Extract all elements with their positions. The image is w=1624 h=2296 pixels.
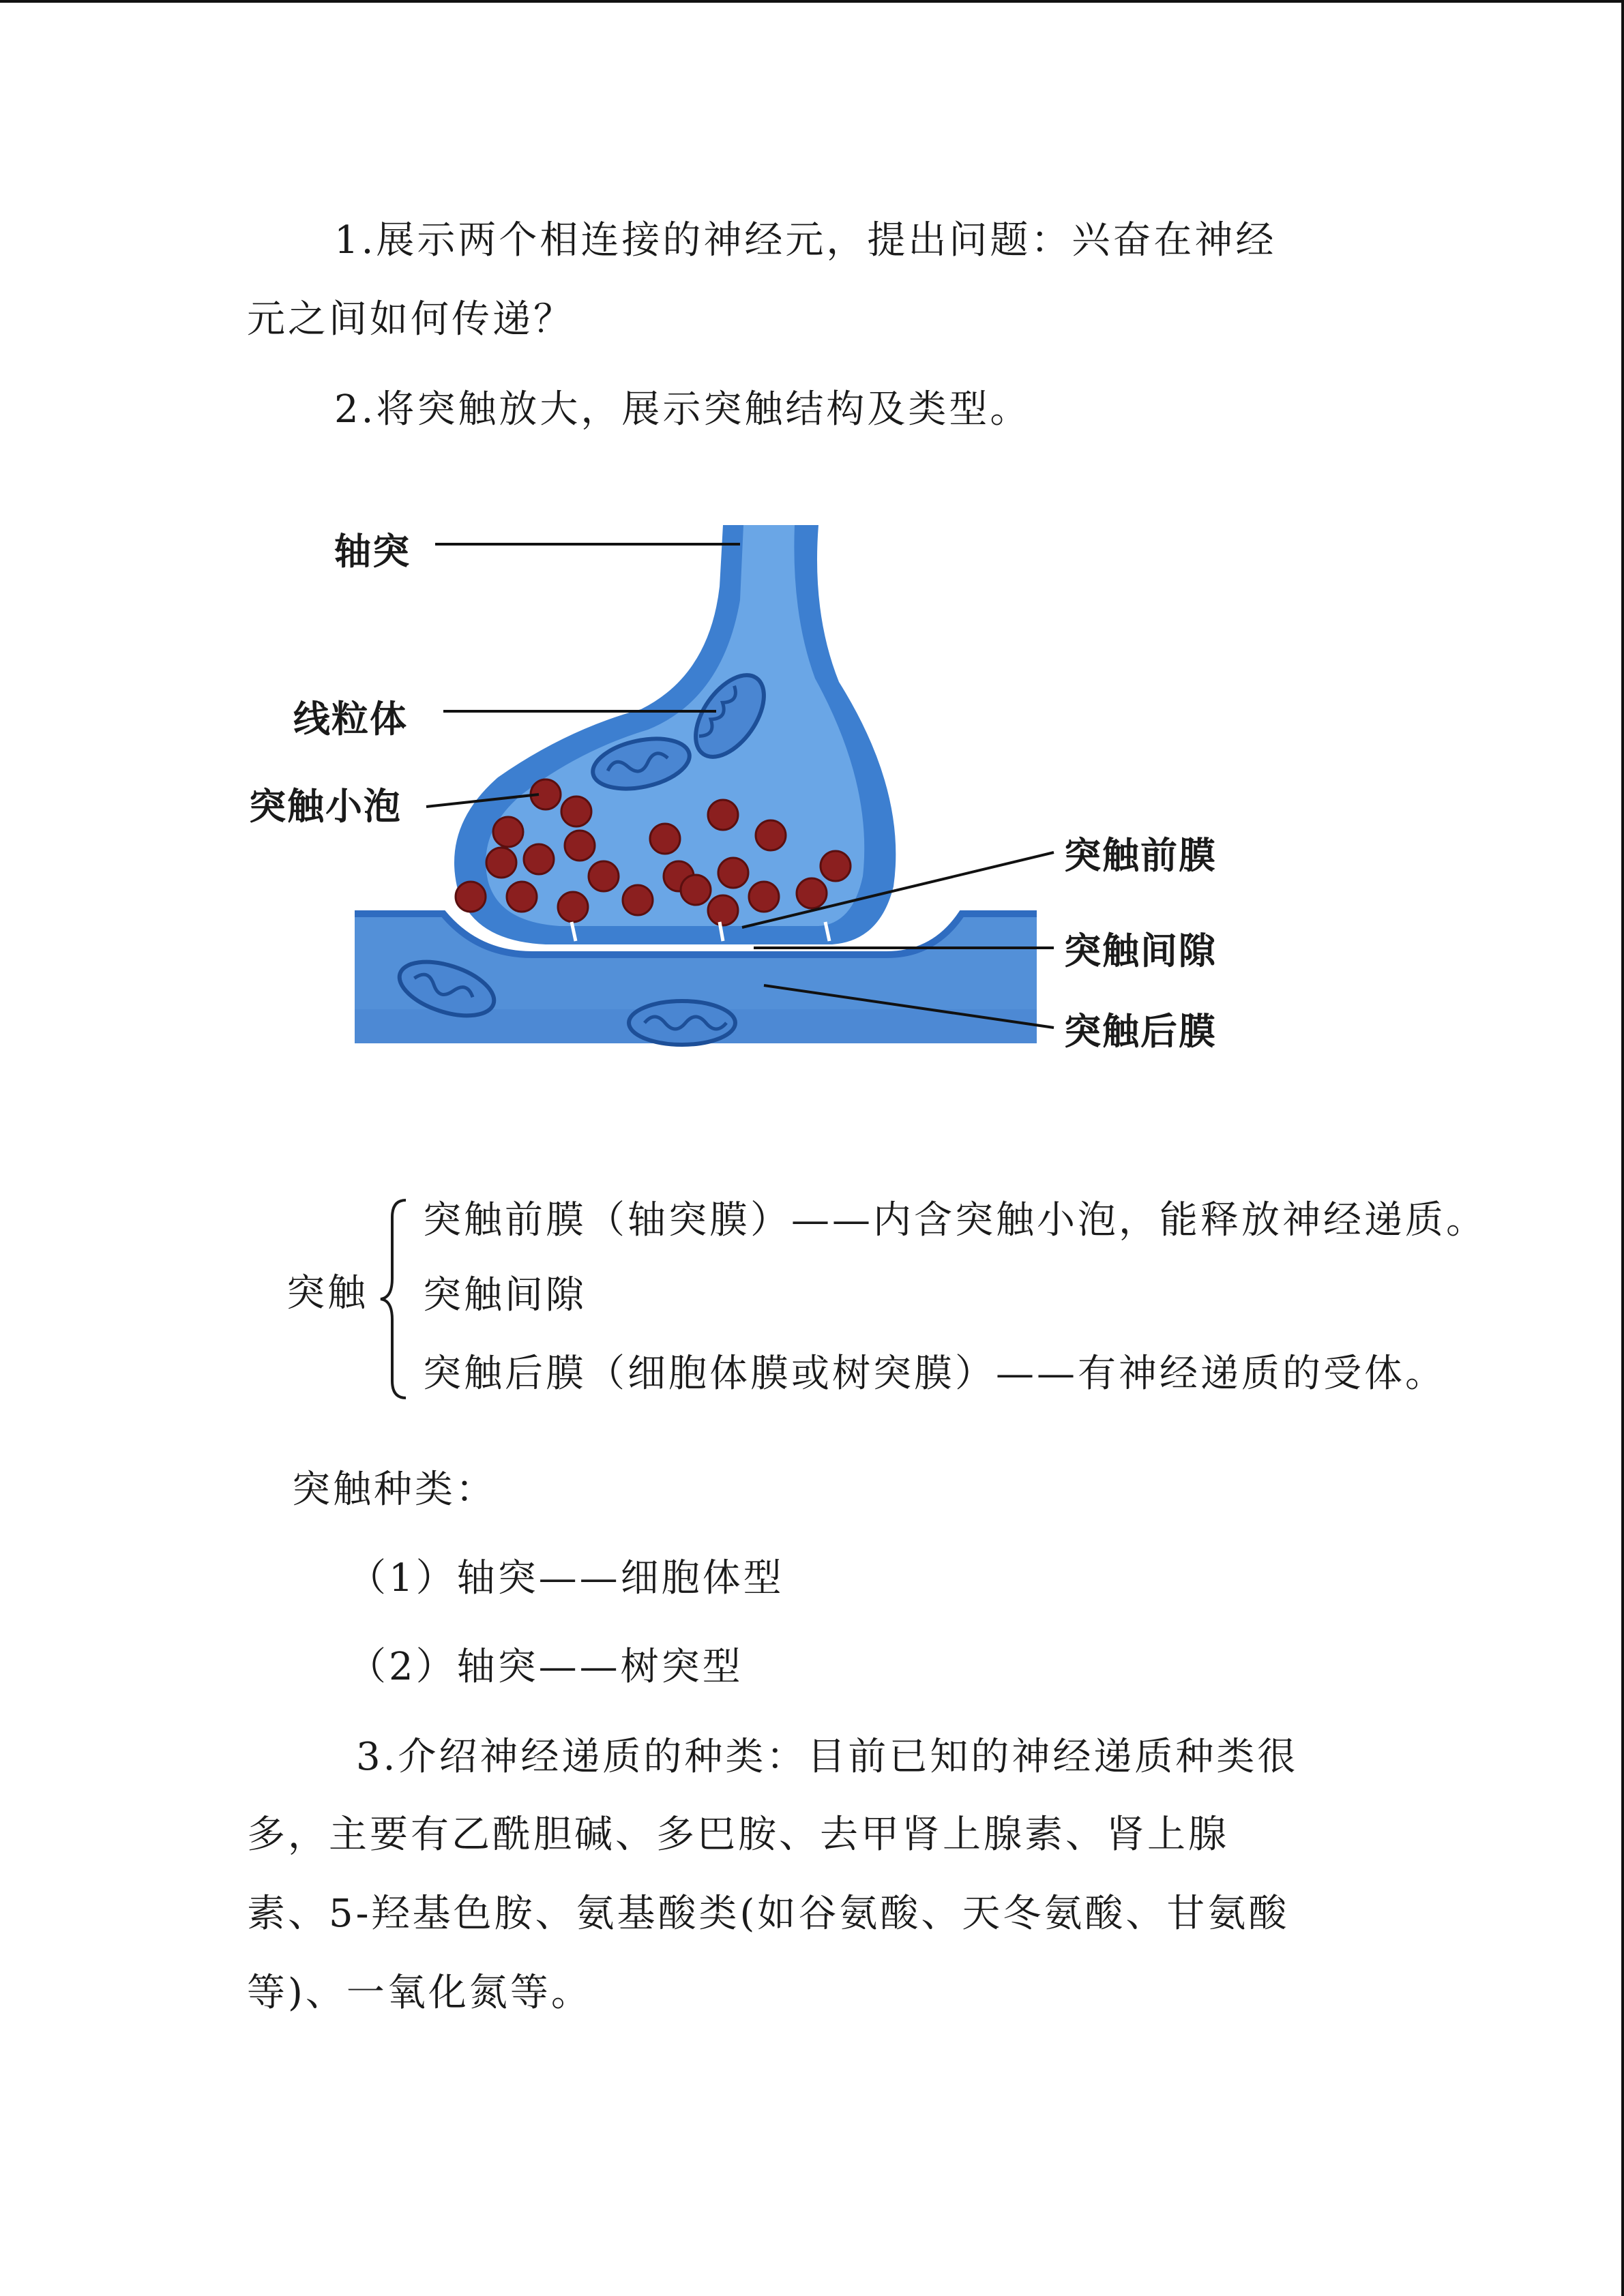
label-presynaptic-membrane: 突触前膜 <box>1064 834 1217 877</box>
paragraph-3-line-1: 3.介绍神经递质的种类：目前已知的神经递质种类很 <box>356 1735 1299 1779</box>
mitochondrion-4 <box>629 1001 735 1045</box>
synapse-types-heading: 突触种类： <box>292 1467 497 1512</box>
brace-root-label: 突触 <box>286 1271 368 1315</box>
page-border-top <box>0 0 1624 3</box>
synapse-structure-summary <box>286 1187 1582 1412</box>
synapse-type-2: （2）轴突——树突型 <box>348 1645 743 1689</box>
paragraph-1-line-2: 元之间如何传递？ <box>247 297 574 342</box>
paragraph-2: 2.将突触放大，展示突触结构及类型。 <box>334 387 1031 432</box>
label-synaptic-vesicle: 突触小泡 <box>249 785 402 828</box>
curly-brace <box>375 1197 416 1401</box>
label-synaptic-cleft: 突触间隙 <box>1064 929 1217 972</box>
summary-item-postsynaptic: 突触后膜（细胞体膜或树突膜）——有神经递质的受体。 <box>423 1352 1446 1396</box>
label-mitochondria: 线粒体 <box>293 698 408 741</box>
paragraph-1-line-1: 1.展示两个相连接的神经元，提出问题：兴奋在神经 <box>334 218 1277 263</box>
label-postsynaptic-membrane: 突触后膜 <box>1064 1010 1217 1053</box>
paragraph-3-line-2: 多，主要有乙酰胆碱、多巴胺、去甲肾上腺素、肾上腺 <box>247 1813 1229 1857</box>
summary-item-presynaptic: 突触前膜（轴突膜）——内含突触小泡，能释放神经递质。 <box>423 1198 1487 1242</box>
page-border-right <box>1621 0 1624 2296</box>
label-axon: 轴突 <box>334 530 411 573</box>
synapse-diagram <box>246 505 1282 1071</box>
summary-item-cleft: 突触间隙 <box>423 1273 587 1317</box>
paragraph-3-line-4: 等)、一氧化氮等。 <box>247 1971 592 2015</box>
synapse-type-1: （1）轴突——细胞体型 <box>348 1556 784 1600</box>
paragraph-3-line-3: 素、5-羟基色胺、氨基酸类(如谷氨酸、天冬氨酸、甘氨酸 <box>247 1892 1290 1936</box>
